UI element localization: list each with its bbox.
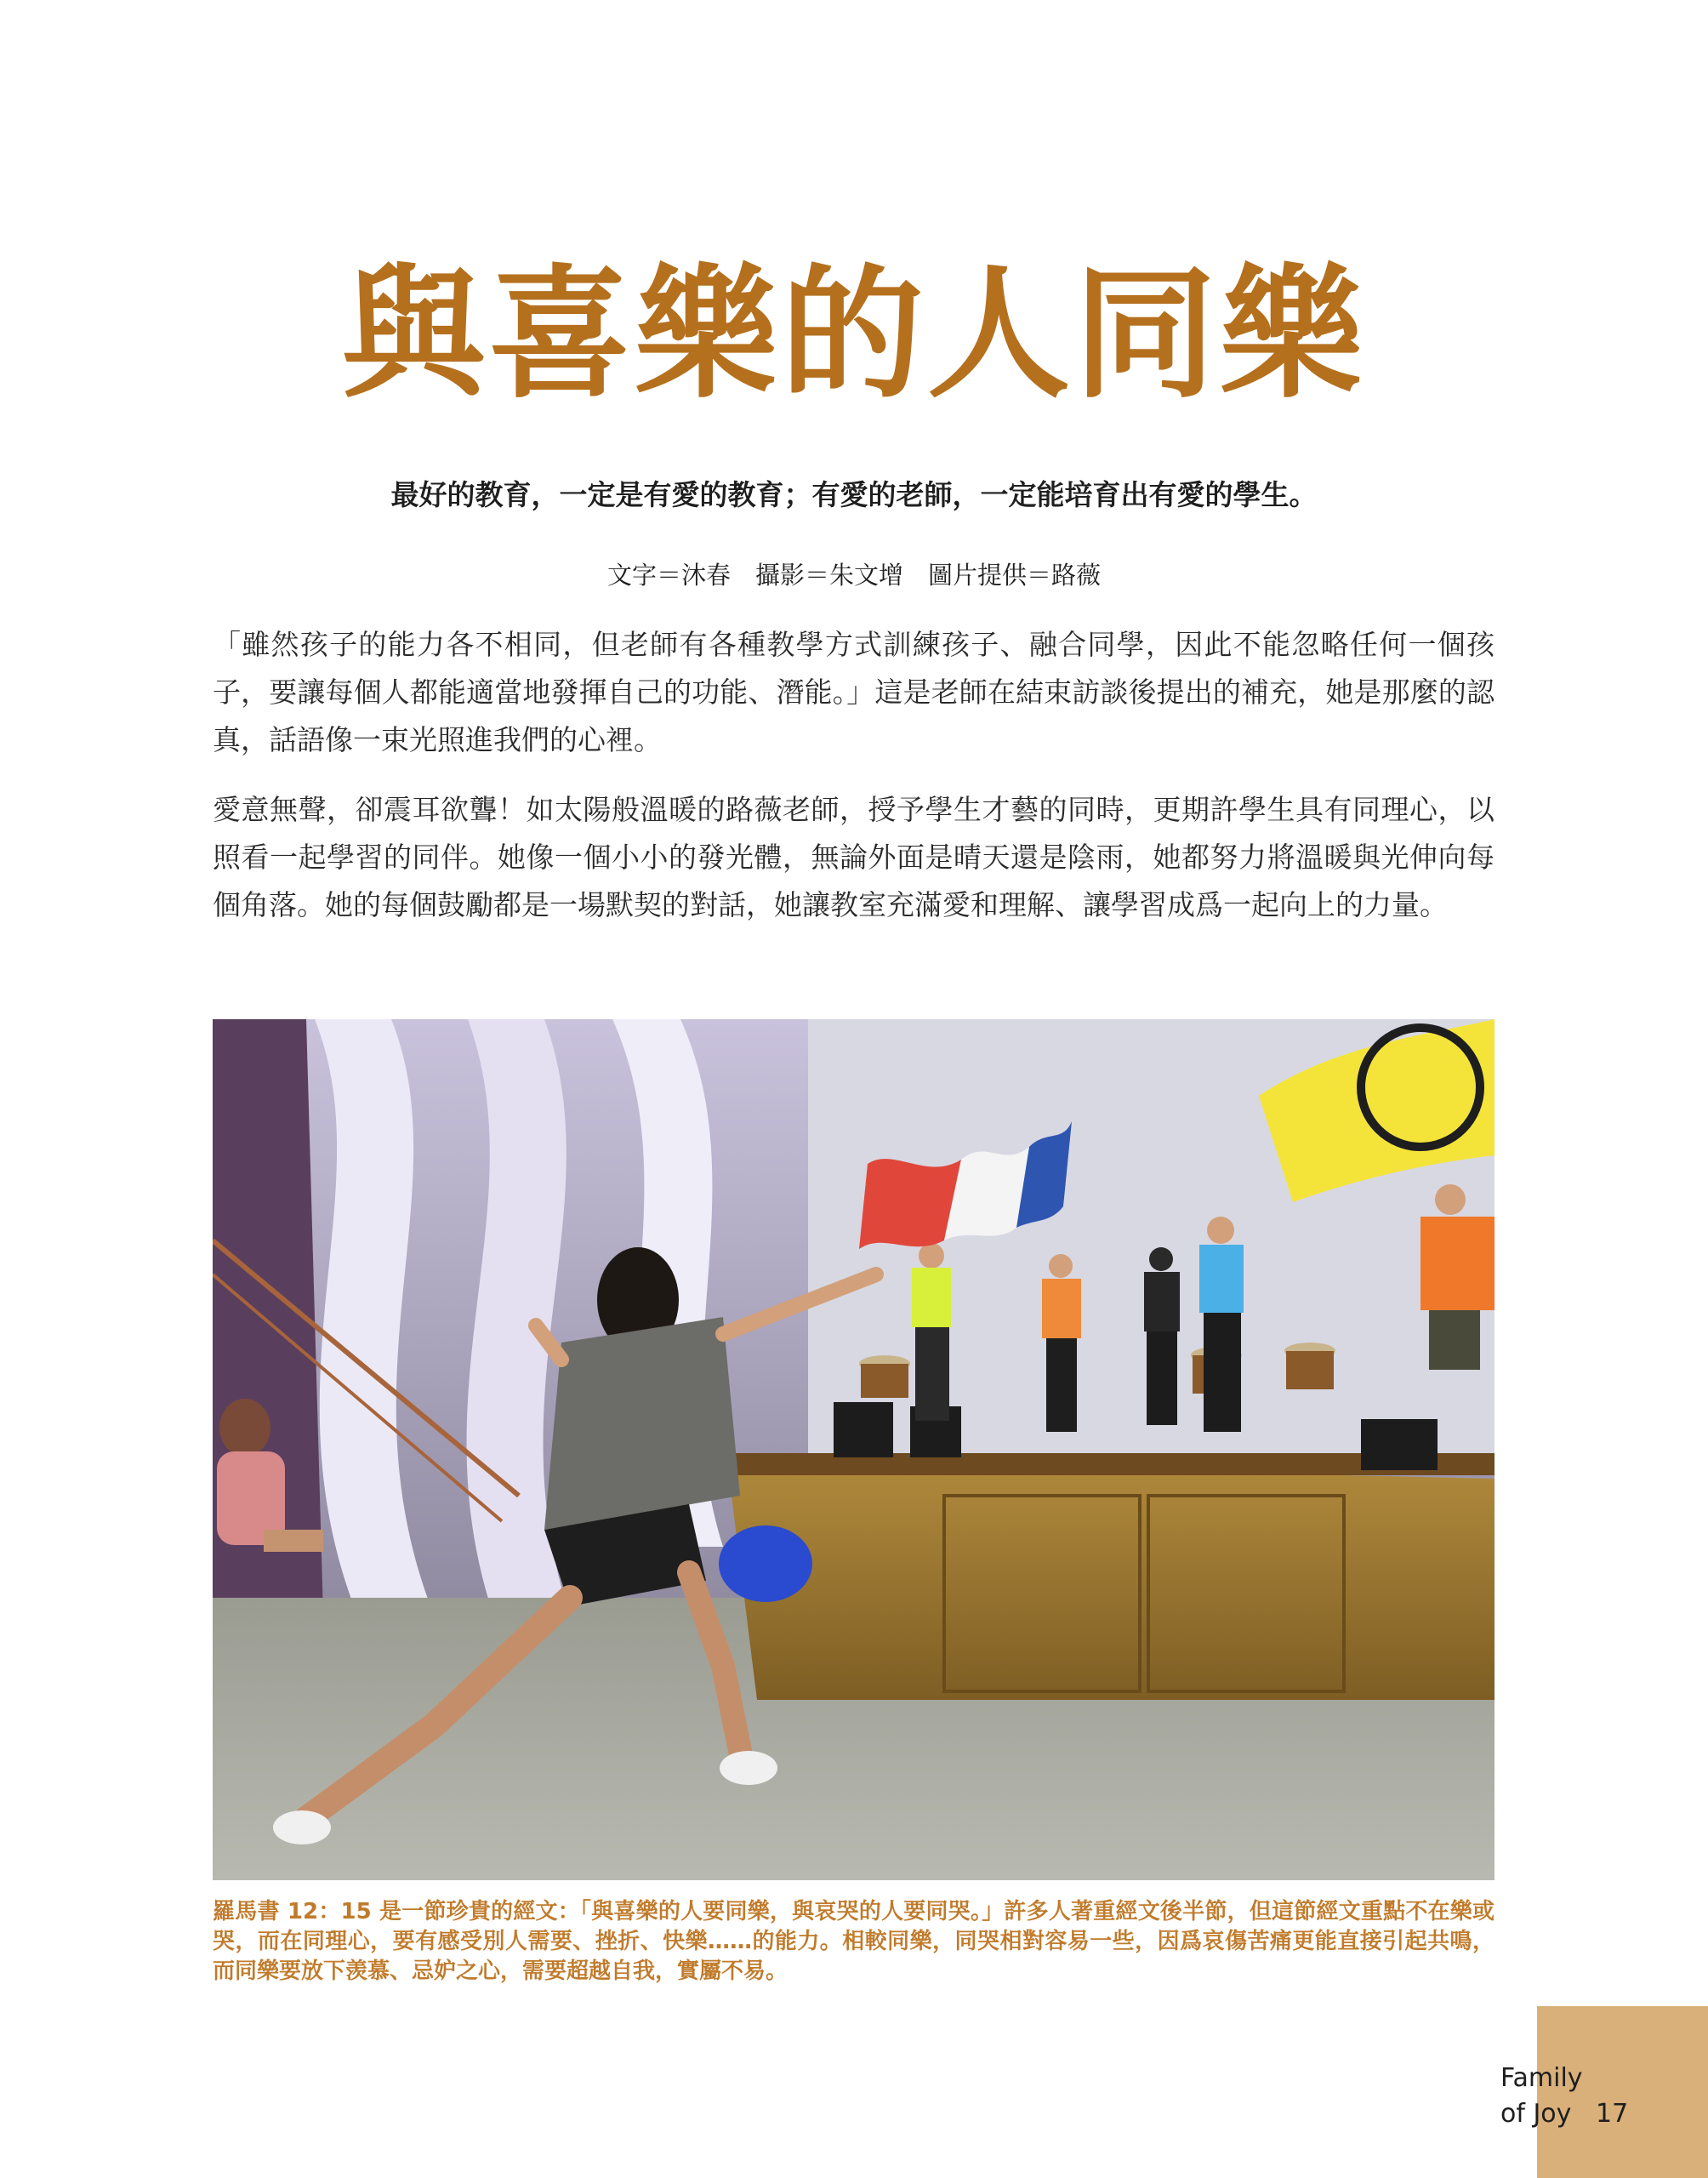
photo-caption: 羅馬書 12：15 是一節珍貴的經文：「與喜樂的人要同樂，與哀哭的人要同哭。」許多人著重經文後半節，但這節經文重點不在樂或哭，而在同理心，要有感受別人需要、挫折、快樂……的能力。相較同樂，同哭相對容易一些，因爲哀傷苦痛更能直接引起共鳴，而同樂要放下羡慕、忌妒之心，需要超越自我，實屬不易。 — [213, 1899, 1494, 1984]
page-number: 17 — [1596, 2099, 1629, 2129]
body-paragraph-1: 「雖然孩子的能力各不相同，但老師有各種教學方式訓練孩子、融合同學，因此不能忽略任何一個孩子，要讓每個人都能適當地發揮自己的功能、潛能。」這是老師在結束訪談後提出的補充，她是那麼的認真，話語像一束光照進我們的心裡。 — [213, 628, 1494, 756]
article-credits: 文字＝沐春 攝影＝朱文增 圖片提供＝路薇 — [606, 561, 1101, 590]
article-title: 與喜樂的人同樂 — [342, 249, 1366, 418]
article-subtitle: 最好的教育，一定是有愛的教育；有愛的老師，一定能培育出有愛的學生。 — [390, 478, 1318, 511]
magazine-brand: Family of Joy — [1500, 2063, 1583, 2129]
body-paragraph-2: 愛意無聲，卻震耳欲聾！如太陽般溫暖的路薇老師，授予學生才藝的同時，更期許學生具有同理心，以照看一起學習的同伴。她像一個小小的發光體，無論外面是晴天還是陰雨，她都努力將溫暖與光伸向每個角落。她的每個鼓勵都是一場默契的對話，她讓教室充滿愛和理解、讓學習成爲一起向上的力量。 — [213, 793, 1494, 921]
stage-performance-photo — [213, 1019, 1494, 1880]
